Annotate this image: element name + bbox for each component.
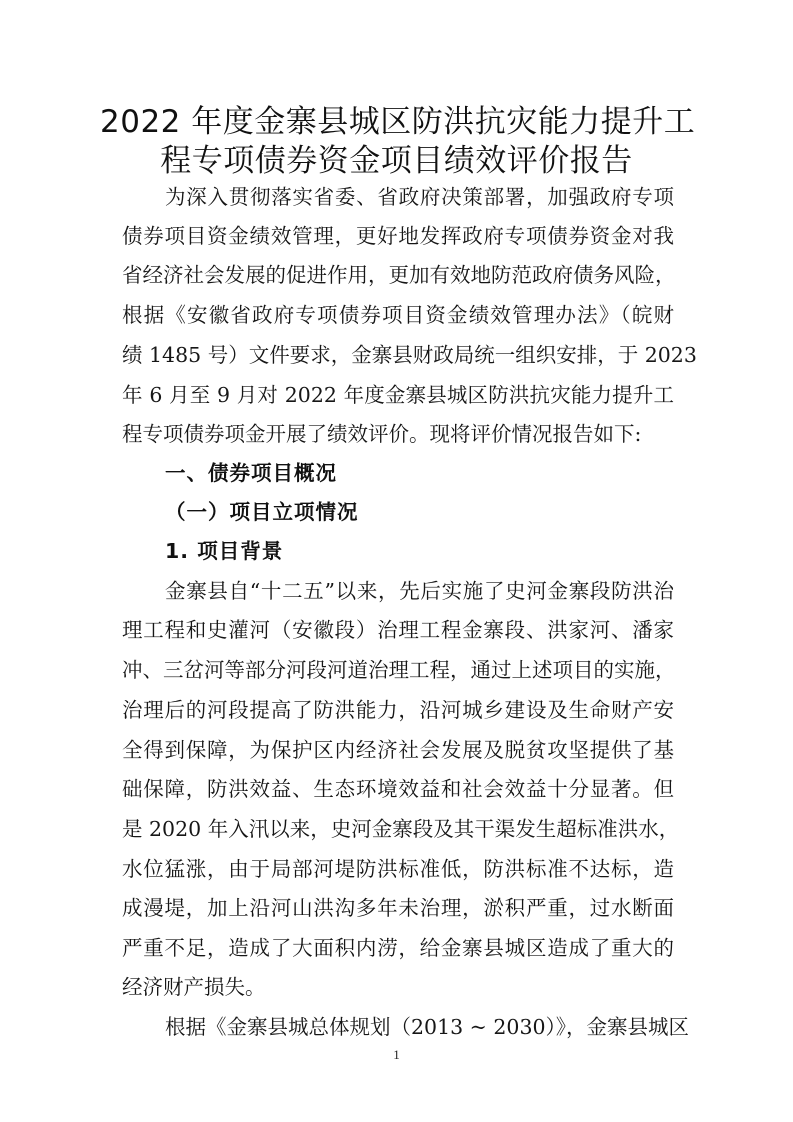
background-paragraph-line: 全得到保障，为保护区内经济社会发展及脱贫攻坚提供了基 — [122, 738, 674, 762]
intro-paragraph-line: 为深入贯彻落实省委、省政府决策部署，加强政府专项 — [165, 185, 674, 209]
background-paragraph-line: 水位猛涨，由于局部河堤防洪标准低，防洪标准不达标，造 — [122, 857, 674, 881]
intro-paragraph-line: 省经济社会发展的促进作用，更加有效地防范政府债务风险， — [122, 263, 676, 287]
background-paragraph-line: 经济财产损失。 — [122, 975, 266, 999]
intro-paragraph-line: 程专项债券项金开展了绩效评价。现将评价情况报告如下: — [122, 422, 642, 446]
background-paragraph-line: 成漫堤，加上沿河山洪沟多年未治理，淤积严重，过水断面 — [122, 896, 674, 920]
intro-paragraph-line: 绩 1485 号）文件要求，金寨县财政局统一组织安排，于 2023 — [122, 343, 697, 367]
intro-paragraph-line: 债券项目资金绩效管理，更好地发挥政府专项债券资金对我 — [122, 224, 674, 248]
background-paragraph-line: 金寨县自“十二五”以来，先后实施了史河金寨段防洪治 — [165, 579, 674, 603]
intro-paragraph-line: 根据《安徽省政府专项债券项目资金绩效管理办法》（皖财 — [122, 303, 674, 327]
background-paragraph-line: 治理后的河段提高了防洪能力，沿河城乡建设及生命财产安 — [122, 698, 674, 722]
plan-paragraph-line: 根据《金寨县城总体规划（2013 ~ 2030）》，金寨县城区 — [165, 1015, 690, 1039]
background-paragraph-line: 理工程和史灌河（安徽段）治理工程金寨段、洪家河、潘家 — [122, 618, 674, 642]
page-number: 1 — [393, 1047, 400, 1062]
document-title-line-2: 程专项债券资金项目绩效评价报告 — [160, 143, 633, 179]
background-paragraph-line: 础保障，防洪效益、生态环境效益和社会效益十分显著。但 — [122, 777, 674, 801]
background-paragraph-line: 严重不足，造成了大面积内涝，给金寨县城区造成了重大的 — [122, 936, 674, 960]
section-heading-1: 一、债券项目概况 — [165, 461, 337, 485]
section-heading-2: （一）项目立项情况 — [165, 500, 359, 524]
document-title-line-1: 2022 年度金寨县城区防洪抗灾能力提升工 — [100, 104, 696, 140]
background-paragraph-line: 冲、三岔河等部分河段河道治理工程，通过上述项目的实施， — [122, 658, 676, 682]
intro-paragraph-line: 年 6 月至 9 月对 2022 年度金寨县城区防洪抗灾能力提升工 — [122, 383, 674, 407]
background-paragraph-line: 是 2020 年入汛以来，史河金寨段及其干渠发生超标准洪水， — [122, 817, 680, 841]
section-heading-3: 1. 项目背景 — [165, 539, 284, 563]
